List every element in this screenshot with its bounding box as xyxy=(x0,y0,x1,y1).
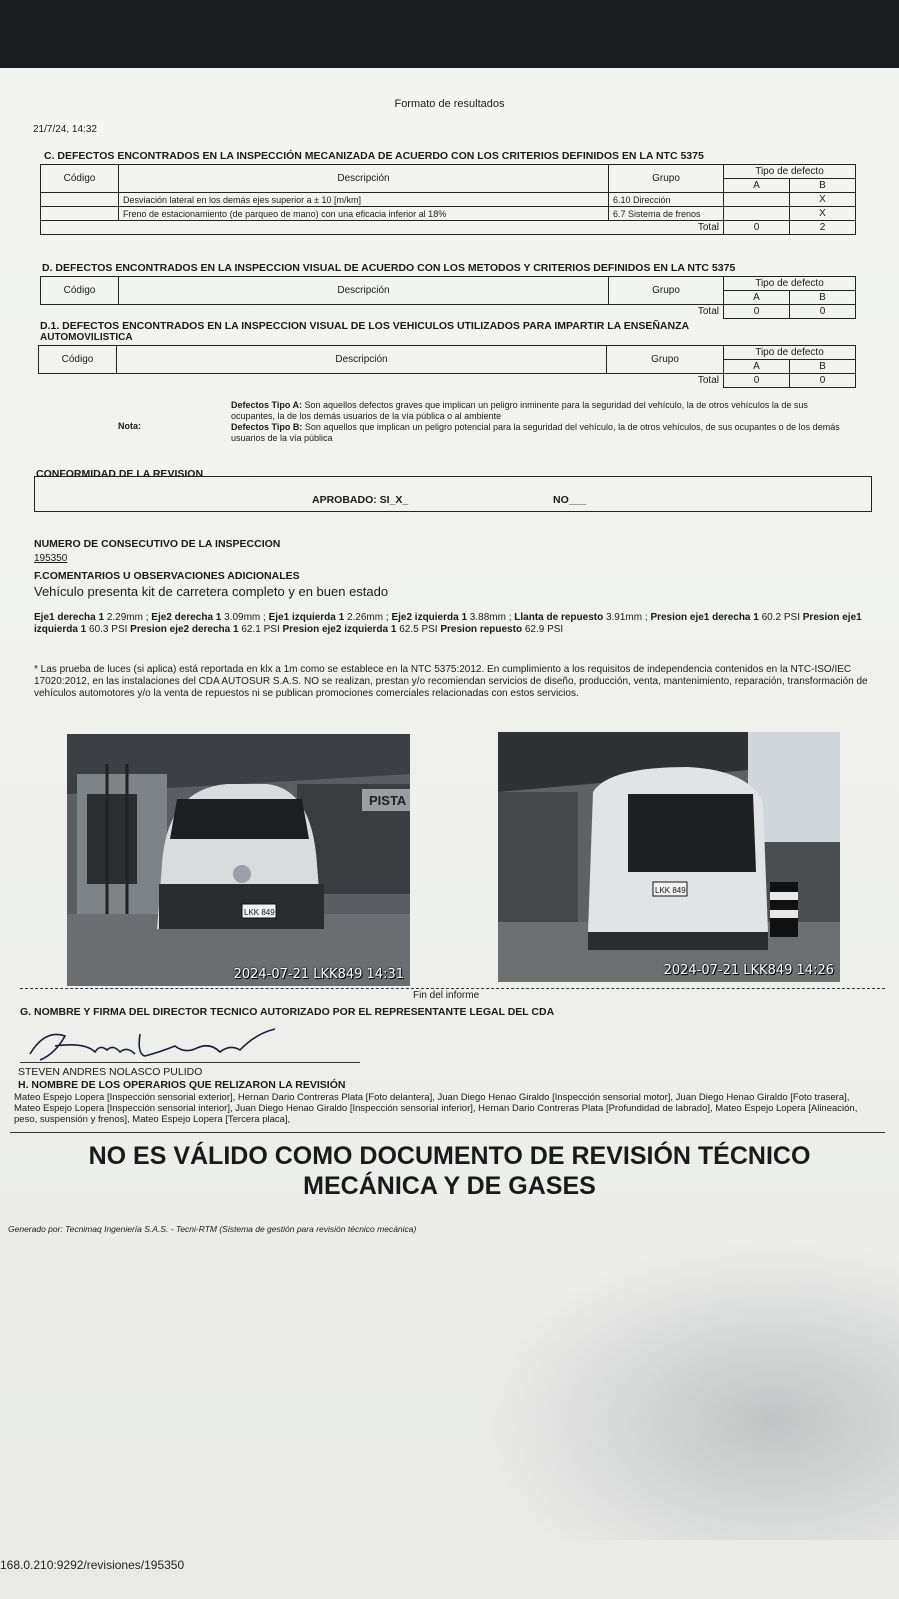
total-label: Total xyxy=(41,304,724,318)
col-grupo: Grupo xyxy=(609,276,724,304)
comentarios-value: Vehículo presenta kit de carretera completo y en buen estado xyxy=(34,584,389,599)
tipo-a-label: Defectos Tipo A: xyxy=(231,400,303,410)
tipo-a-text: Son aquellos defectos graves que implican un peligro inminente para la seguridad del vehículo, la de otros vehículos la de sus ocupantes, la de los demás usuarios de la vía pública o al ambiente xyxy=(231,400,808,421)
col-b: B xyxy=(790,179,856,193)
total-a: 0 xyxy=(724,304,790,318)
total-b: 0 xyxy=(790,374,856,388)
tire-label: Eje1 izquierda 1 xyxy=(268,612,345,623)
tire-label: Presion eje1 derecha 1 xyxy=(650,612,759,623)
tire-label: Eje2 derecha 1 xyxy=(151,612,222,623)
total-b: 0 xyxy=(790,304,856,318)
col-a: A xyxy=(724,179,790,193)
nota-label: Nota: xyxy=(118,421,141,431)
section-d1-title: D.1. DEFECTOS ENCONTRADOS EN LA INSPECCION VISUAL DE LOS VEHICULOS UTILIZADOS PARA IMPARTIR LA ENSEÑANZA xyxy=(40,320,690,332)
col-a: A xyxy=(724,290,790,304)
row-descripcion: Freno de estacionamiento (de parqueo de mano) con una eficacia inferior al 18% xyxy=(119,207,609,221)
rear-photo xyxy=(498,732,840,982)
tipo-b-label: Defectos Tipo B: xyxy=(231,422,303,432)
tire-value: 2.26mm ; xyxy=(344,612,392,623)
tire-value: 3.88mm ; xyxy=(467,612,515,623)
col-descripcion: Descripción xyxy=(117,346,607,374)
tipo-b-text: Son aquellos que implican un peligro potencial para la seguridad del vehículo, la de otros vehículos, de sus ocupantes o de los demás usuarios de la vía pública xyxy=(231,422,840,443)
tire-label: Presion eje1 izquierda 1 xyxy=(34,612,862,635)
table-row xyxy=(41,193,856,207)
consecutivo-title: NUMERO DE CONSECUTIVO DE LA INSPECCION xyxy=(34,538,281,550)
col-codigo: Código xyxy=(41,165,119,193)
tire-value: 62.5 PSI xyxy=(396,624,441,635)
rear-photo-image xyxy=(498,732,840,982)
tire-value: 62.9 PSI xyxy=(522,624,564,635)
tire-value: 62.1 PSI xyxy=(238,624,283,635)
generated-by: Generado por: Tecnimaq Ingeniería S.A.S. - Tecni-RTM (Sistema de gestión para revisión técnico mecánica) xyxy=(8,1224,417,1234)
tire-label: Presion repuesto xyxy=(440,624,523,635)
comentarios-title: F.COMENTARIOS U OBSERVACIONES ADICIONALES xyxy=(34,570,300,582)
row-b: X xyxy=(790,193,856,207)
total-a: 0 xyxy=(724,374,790,388)
col-grupo: Grupo xyxy=(607,346,724,374)
nota-text xyxy=(231,400,841,444)
lights-note: * Las prueba de luces (si aplica) está reportada en klx a 1m como se establece en la NTC 5375:2012. En cumplimiento a los requisitos de independencia contenidos en la NTC-ISO/IEC 17020:2012, en las instalaciones del CDA AUTOSUR S.A.S. NO se realizan, prestan y/o recomiendan servicios de diseño, producción, venta, mantenimiento, reparación, transformación de vehículos automotores y/o la venta de repuestos ni se publican promociones comerciales relacionadas con estos servicios. xyxy=(34,664,868,699)
col-b: B xyxy=(790,360,856,374)
photo-stamp: 2024-07-21 LKK849 14:26 xyxy=(663,963,834,978)
section-c-title: C. DEFECTOS ENCONTRADOS EN LA INSPECCIÓN MECANIZADA DE ACUERDO CON LOS CRITERIOS DEFINIDOS EN LA NTC 5375 xyxy=(44,150,704,162)
divider xyxy=(20,988,885,989)
print-datetime: 21/7/24, 14:32 xyxy=(33,124,97,135)
row-b: X xyxy=(790,207,856,221)
tire-value: 3.91mm ; xyxy=(603,612,651,623)
front-photo xyxy=(67,734,410,986)
tire-value: 60.3 PSI xyxy=(86,624,131,635)
section-d1-table xyxy=(38,345,856,388)
tire-label: Eje2 izquierda 1 xyxy=(391,612,468,623)
col-b: B xyxy=(790,290,856,304)
front-photo-image xyxy=(67,734,410,986)
tire-label: Eje1 derecha 1 xyxy=(34,612,105,623)
fin-informe: Fin del informe xyxy=(413,990,480,1001)
tire-label: Presion eje2 derecha 1 xyxy=(130,624,239,635)
section-c-table xyxy=(40,164,856,235)
section-d-table xyxy=(40,262,856,319)
tire-label: Llanta de repuesto xyxy=(514,612,604,623)
photo-stamp: 2024-07-21 LKK849 14:31 xyxy=(233,967,404,982)
col-tipo: Tipo de defecto xyxy=(724,165,856,179)
tire-label: Presion eje2 izquierda 1 xyxy=(282,624,397,635)
row-grupo: 6.10 Dirección xyxy=(609,193,724,207)
director-name: STEVEN ANDRES NOLASCO PULIDO xyxy=(18,1066,203,1078)
front-plate: LKK 849 xyxy=(244,908,275,917)
row-descripcion: Desviación lateral en los demás ejes superior a ± 10 [m/km] xyxy=(119,193,609,207)
aprobado-text: APROBADO: SI_X_ xyxy=(312,494,409,506)
col-grupo: Grupo xyxy=(609,165,724,193)
pista-sign: PISTA xyxy=(369,793,407,808)
col-descripcion: Descripción xyxy=(119,165,609,193)
total-label: Total xyxy=(41,221,724,235)
total-b: 2 xyxy=(790,221,856,235)
document-title: Formato de resultados xyxy=(394,98,505,110)
rear-plate: LKK 849 xyxy=(655,886,686,895)
page-url: 168.0.210:9292/revisiones/195350 xyxy=(0,1558,185,1572)
tire-measurements xyxy=(34,612,864,636)
row-grupo: 6.7 Sistema de frenos xyxy=(609,207,724,221)
table-row xyxy=(41,207,856,221)
tire-value: 60.2 PSI xyxy=(758,612,803,623)
divider xyxy=(10,1132,885,1133)
director-signature xyxy=(25,1024,285,1066)
col-descripcion: Descripción xyxy=(119,276,609,304)
g-section-title: G. NOMBRE Y FIRMA DEL DIRECTOR TECNICO AUTORIZADO POR EL REPRESENTANTE LEGAL DEL CDA xyxy=(20,1006,555,1018)
no-text: NO___ xyxy=(553,494,587,506)
consecutivo-value: 195350 xyxy=(34,553,68,564)
row-a xyxy=(724,207,790,221)
section-d1-subtitle: AUTOMOVILISTICA xyxy=(40,332,133,343)
h-section-title: H. NOMBRE DE LOS OPERARIOS QUE RELIZARON LA REVISIÓN xyxy=(18,1079,346,1091)
col-tipo: Tipo de defecto xyxy=(724,346,856,360)
operarios-list: Mateo Espejo Lopera [Inspección sensorial exterior], Hernan Dario Contreras Plata [Foto delantera], Juan Diego Henao Giraldo [Inspección sensorial motor], Juan Diego Henao Giraldo [Foto trasera], Mateo Espejo Lopera [Inspección sensorial interior], Juan Diego Henao Giraldo [Inspección sensorial inferior], Hernan Dario Contreras Plata [Profundidad de labrado], Mateo Espejo Lopera [Alineación, peso, suspensión y frenos], Mateo Espejo Lopera [Tercera placa], xyxy=(14,1092,858,1125)
col-codigo: Código xyxy=(39,346,117,374)
tire-value: 2.29mm ; xyxy=(104,612,152,623)
warning-line: MECÁNICA Y DE GASES xyxy=(303,1172,596,1200)
total-label: Total xyxy=(39,374,724,388)
total-a: 0 xyxy=(724,221,790,235)
validity-warning xyxy=(0,1141,899,1201)
col-codigo: Código xyxy=(41,276,119,304)
col-tipo: Tipo de defecto xyxy=(724,276,856,290)
col-a: A xyxy=(724,360,790,374)
warning-line: NO ES VÁLIDO COMO DOCUMENTO DE REVISIÓN TÉCNICO xyxy=(88,1142,811,1170)
conformidad-box xyxy=(34,476,872,512)
tire-value: 3.09mm ; xyxy=(221,612,269,623)
signature-line xyxy=(20,1062,360,1063)
conformidad-title: CONFORMIDAD DE LA REVISION xyxy=(36,468,204,480)
row-a xyxy=(724,193,790,207)
section-d-title: D. DEFECTOS ENCONTRADOS EN LA INSPECCION VISUAL DE ACUERDO CON LOS METODOS Y CRITERIOS DEFINIDOS EN LA NTC 5375 xyxy=(42,262,736,274)
